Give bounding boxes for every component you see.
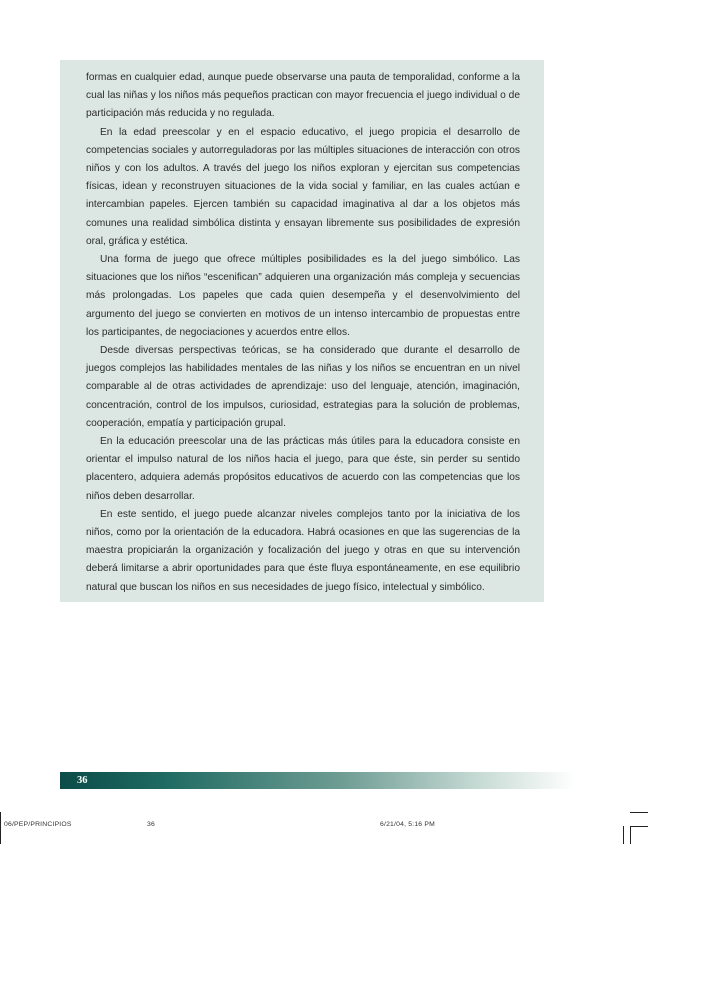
paragraph-3: Una forma de juego que ofrece múltiples posibilidades es la del juego simbólico. Las situaciones que los niños “escenifican” adquieren una organización más compleja y secuencias más prolongadas. Los papeles que cada quien desempeña y el desenvolvimiento del argumento del juego se convierten en motivos de un intenso intercambio de propuestas entre los participantes, de negociaciones y acuerdos entre ellos. [86, 254, 520, 338]
slug-timestamp: 6/21/04, 5:16 PM [380, 821, 435, 828]
crop-mark-top-right [630, 812, 648, 813]
crop-mark-horizontal-right [630, 826, 648, 827]
paragraph-2: En la edad preescolar y en el espacio educativo, el juego propicia el desarrollo de competencias sociales y autorreguladoras por las múltiples situaciones de interacción con otros niños y con los adultos. A través del juego los niños exploran y ejercitan sus competencias físicas, idean y reconstruyen situaciones de la vida social y familiar, en las cuales actúan e intercambian papeles. Ejercen también su capacidad imaginativa al dar a los objetos más comunes una realidad simbólica distinta y ensayan libremente sus posibilidades de expresión oral, gráfica y estética. [86, 126, 520, 247]
paragraph-6: En este sentido, el juego puede alcanzar niveles complejos tanto por la iniciativa de los niños, como por la orientación de la educadora. Habrá ocasiones en que las sugerencias de la maestra propiciarán la organización y focalización del juego y otras en que su intervención deberá limitarse a abrir oportunidades para que éste fluya espontáneamente, en ese equilibrio natural que buscan los niños en sus necesidades de juego físico, intelectual y simbólico. [86, 508, 520, 593]
crop-mark-left [0, 812, 1, 844]
paragraph-1: formas en cualquier edad, aunque puede observarse una pauta de temporalidad, conforme a la cual las niñas y los niños más pequeños practican con mayor frecuencia el juego individual o de participación más reducida y no regulada. [86, 72, 520, 120]
paragraph-5: En la educación preescolar una de las prácticas más útiles para la educadora consiste en orientar el impulso natural de los niños hacia el juego, para que éste, sin perder su sentido placentero, adquiera además propósitos educativos de acuerdo con las competencias que los niños deben desarrollar. [86, 436, 520, 502]
body-text [86, 69, 520, 597]
page-number: 36 [77, 775, 88, 786]
page-number-band [60, 772, 575, 789]
slug-file-name: 06/PEP/PRINCIPIOS [4, 821, 72, 828]
crop-mark-vertical-right-inner [630, 826, 631, 844]
crop-mark-vertical-right-outer [623, 826, 624, 844]
slug-page: 36 [147, 821, 155, 828]
paragraph-4: Desde diversas perspectivas teóricas, se ha considerado que durante el desarrollo de juegos complejos las habilidades mentales de las niñas y los niños se encuentran en un nivel comparable al de otras actividades de aprendizaje: uso del lenguaje, atención, imaginación, concentración, control de los impulsos, curiosidad, estrategias para la solución de problemas, cooperación, empatía y participación grupal. [86, 345, 520, 429]
